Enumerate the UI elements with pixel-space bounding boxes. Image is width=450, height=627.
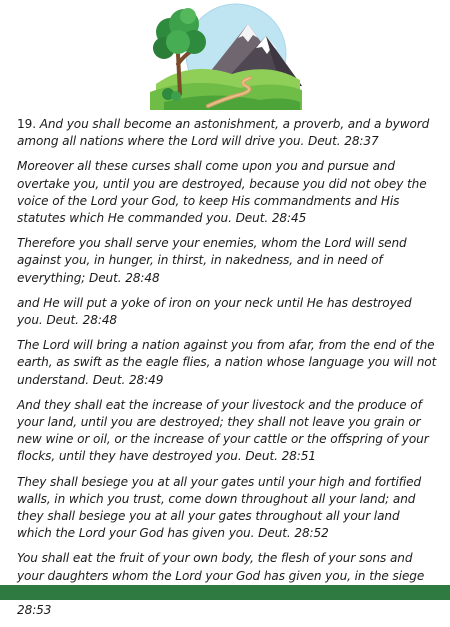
verse-list <box>17 116 437 627</box>
footer-bar <box>0 585 450 600</box>
verse-paragraph <box>17 337 437 389</box>
verse-text: And they shall eat the increase of your livestock and the produce of your land, until you are destroyed; they shall not leave you grain or new wine or oil, or the increase of your cattle or the offspring of your flocks, until they have destroyed you. Deut. 28:51 <box>17 397 429 464</box>
verse-number: 19. <box>17 117 36 131</box>
verse-text: They shall besiege you at all your gates until your high and fortified walls, in which you trust, come down throughout all your land; and they shall besiege you at all your gates throughout all your land which the Lord your God has given you. Deut. 28:52 <box>17 474 422 541</box>
verse-paragraph <box>17 235 437 287</box>
verse-text: Moreover all these curses shall come upon you and pursue and overtake you, until you are destroyed, because you did not obey the voice of the Lord your God, to keep His commandments and His statutes which He commanded you. Deut. 28:45 <box>17 159 427 226</box>
mountain-landscape-icon <box>150 2 302 110</box>
verse-paragraph <box>17 158 437 227</box>
verse-paragraph <box>17 116 437 150</box>
verse-text: Therefore you shall serve your enemies, whom the Lord will send against you, in hunger, in thirst, in nakedness, and in need of everything; Deut. 28:48 <box>17 236 407 285</box>
verse-text: You shall eat the fruit of your own body, the flesh of your sons and your daughters whom the Lord your God has given you, in the siege 28:53 <box>17 551 425 618</box>
verse-paragraph <box>17 295 437 329</box>
verse-paragraph <box>17 397 437 466</box>
verse-text: The Lord will bring a nation against you from afar, from the end of the earth, as swift as the eagle flies, a nation whose language you will not understand. Deut. 28:49 <box>17 338 437 387</box>
verse-text: And you shall become an astonishment, a proverb, and a byword among all nations where the Lord will drive you. Deut. 28:37 <box>17 117 430 149</box>
verse-paragraph <box>17 474 437 543</box>
verse-text: and He will put a yoke of iron on your neck until He has destroyed you. Deut. 28:48 <box>17 295 412 328</box>
